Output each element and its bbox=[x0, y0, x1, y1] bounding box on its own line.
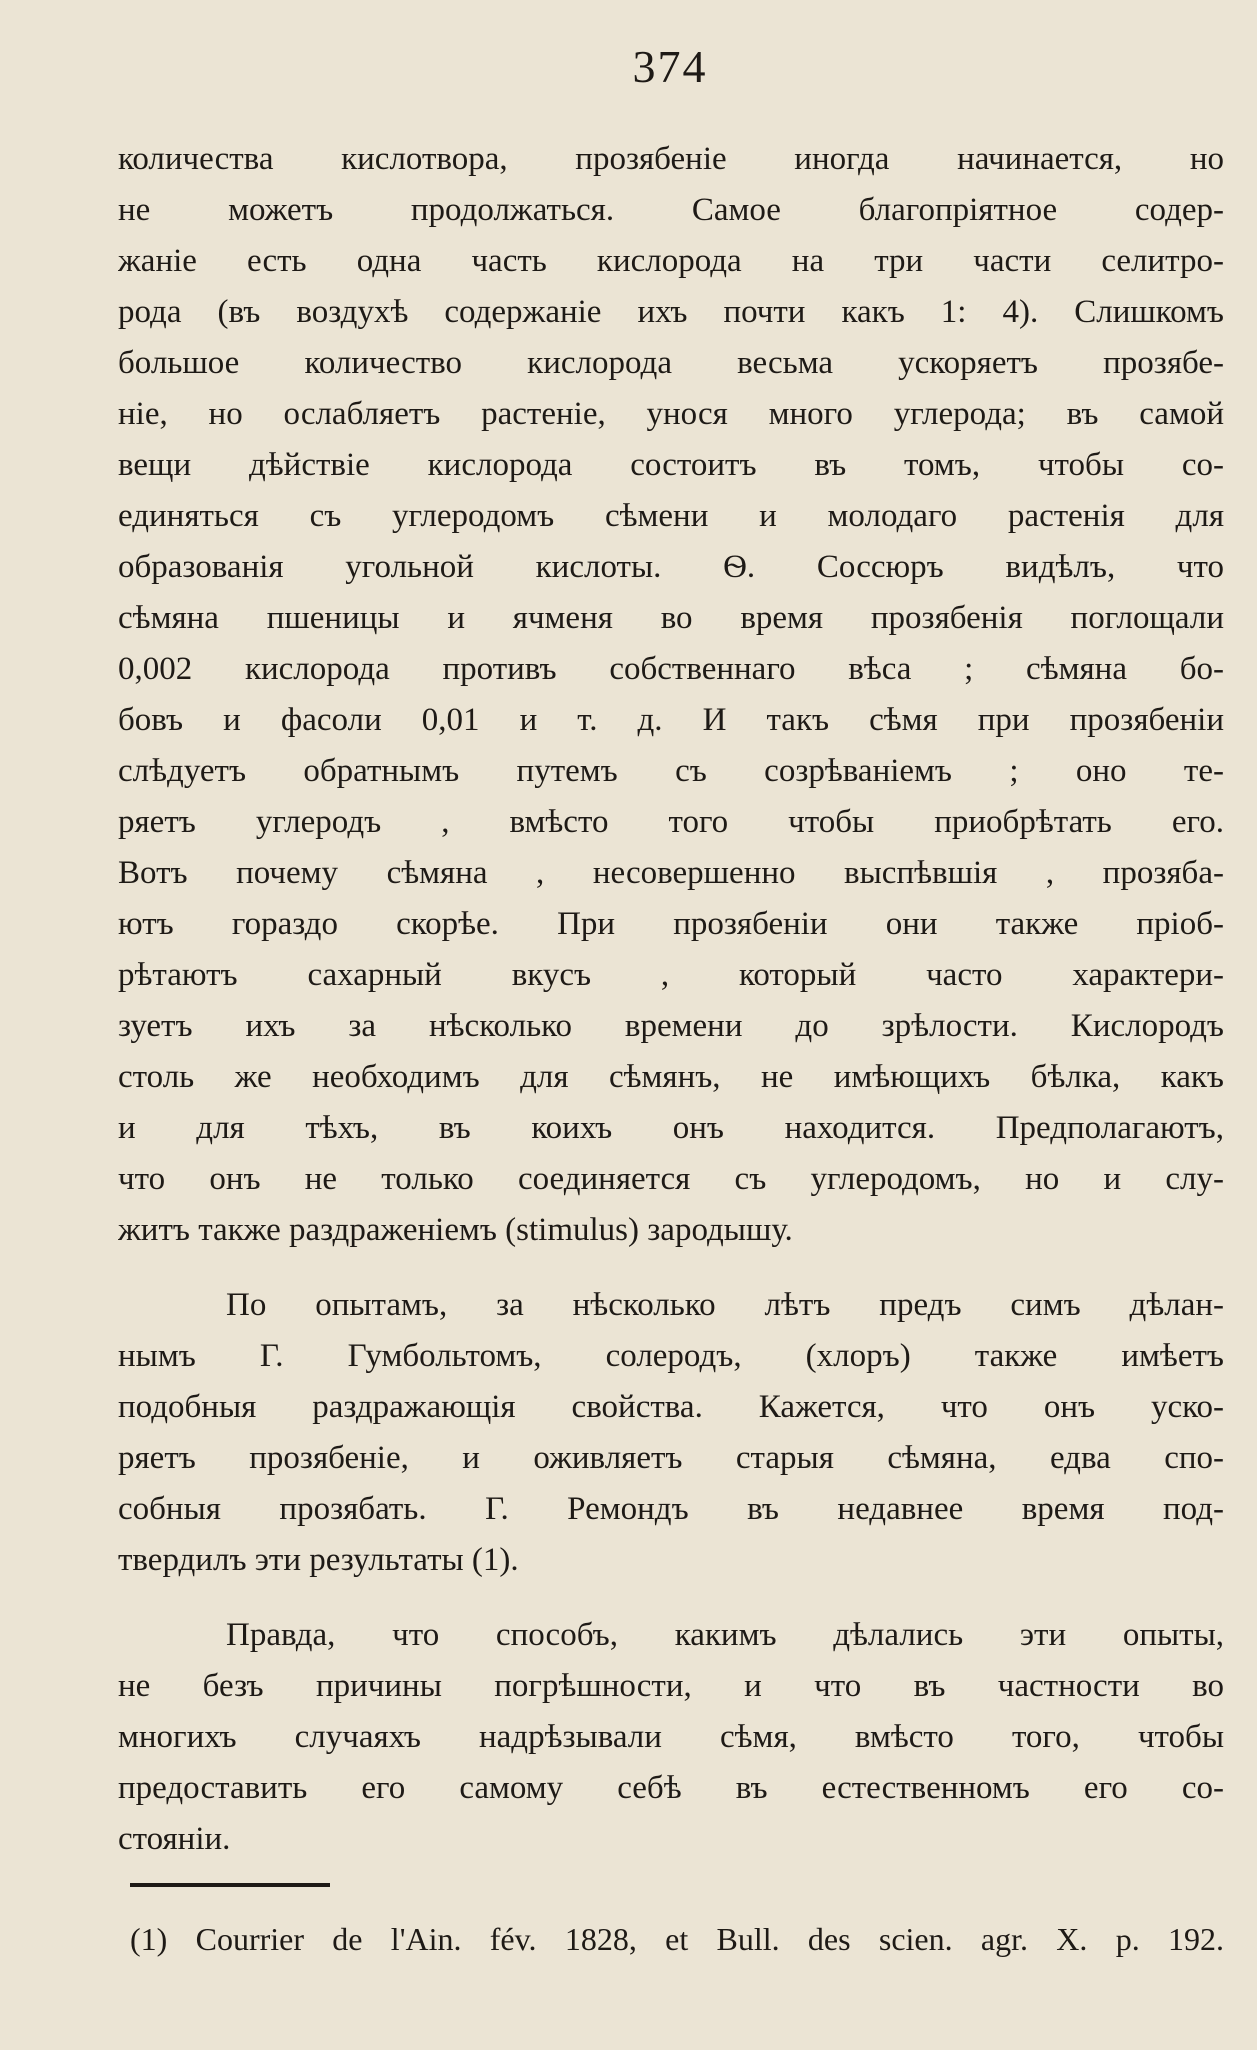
text-line: и для тѣхъ, въ коихъ онъ находится. Предполагаютъ, bbox=[118, 1110, 1224, 1146]
text-line: бовъ и фасоли 0,01 и т. д. И такъ сѣмя при прозябеніи bbox=[118, 702, 1224, 738]
paragraph-2 bbox=[118, 1280, 1224, 1586]
text-line: стояніи. bbox=[118, 1821, 231, 1857]
text-line: зуетъ ихъ за нѣсколько времени до зрѣлости. Кислородъ bbox=[118, 1008, 1224, 1044]
text-line: большое количество кислорода весьма ускоряетъ прозябе- bbox=[118, 345, 1224, 381]
text-line: По опытамъ, за нѣсколько лѣтъ предъ симъ дѣлан- bbox=[226, 1287, 1224, 1323]
text-line: ряетъ прозябеніе, и оживляетъ старыя сѣмяна, едва спо- bbox=[118, 1440, 1224, 1476]
text-line: сѣмяна пшеницы и ячменя во время прозябенія поглощали bbox=[118, 600, 1224, 636]
text-line: жаніе есть одна часть кислорода на три части селитро- bbox=[118, 243, 1224, 279]
paragraph-1 bbox=[118, 134, 1224, 1256]
text-line: рода (въ воздухѣ содержаніе ихъ почти какъ 1: 4). Слишкомъ bbox=[118, 294, 1224, 330]
text-line: единяться съ углеродомъ сѣмени и молодаго растенія для bbox=[118, 498, 1224, 534]
paragraph-3 bbox=[118, 1610, 1224, 1865]
text-line: вещи дѣйствіе кислорода состоитъ въ томъ, чтобы со- bbox=[118, 447, 1224, 483]
text-line: предоставить его самому себѣ въ естественномъ его со- bbox=[118, 1770, 1224, 1806]
text-line: ютъ гораздо скорѣе. При прозябеніи они также пріоб- bbox=[118, 906, 1224, 942]
text-line: ніе, но ослабляетъ растеніе, унося много углерода; въ самой bbox=[118, 396, 1224, 432]
footnote: (1) Courrier de l'Ain. fév. 1828, et Bull. des scien. agr. X. p. 192. bbox=[130, 1921, 1224, 1957]
text-line: собныя прозябать. Г. Ремондъ въ недавнее время под- bbox=[118, 1491, 1224, 1527]
text-line: Вотъ почему сѣмяна , несовершенно выспѣвшія , прозяба- bbox=[118, 855, 1224, 891]
paragraph-spacer bbox=[118, 1256, 1224, 1280]
text-line: что онъ не только соединяется съ углеродомъ, но и слу- bbox=[118, 1161, 1224, 1197]
footnote-rule bbox=[130, 1883, 330, 1887]
text-line: 0,002 кислорода противъ собственнаго вѣса ; сѣмяна бо- bbox=[118, 651, 1224, 687]
text-line: не можетъ продолжаться. Самое благопріятное содер- bbox=[118, 192, 1224, 228]
text-line: подобныя раздражающія свойства. Кажется, что онъ уско- bbox=[118, 1389, 1224, 1425]
text-line: образованія угольной кислоты. Ѳ. Соссюръ видѣлъ, что bbox=[118, 549, 1224, 585]
text-line: твердилъ эти результаты (1). bbox=[118, 1542, 519, 1578]
page-number: 374 bbox=[632, 41, 708, 92]
text-line: количества кислотвора, прозябеніе иногда начинается, но bbox=[118, 141, 1224, 177]
body-text bbox=[118, 134, 1224, 1865]
text-line: рѣтаютъ сахарный вкусъ , который часто характери- bbox=[118, 957, 1224, 993]
text-line: нымъ Г. Гумбольтомъ, солеродъ, (хлоръ) также имѣетъ bbox=[118, 1338, 1224, 1374]
text-line: столь же необходимъ для сѣмянъ, не имѣющихъ бѣлка, какъ bbox=[118, 1059, 1224, 1095]
text-line: Правда, что способъ, какимъ дѣлались эти опыты, bbox=[226, 1617, 1224, 1653]
text-line: многихъ случаяхъ надрѣзывали сѣмя, вмѣсто того, чтобы bbox=[118, 1719, 1224, 1755]
text-line: житъ также раздраженіемъ (stimulus) зародышу. bbox=[118, 1212, 793, 1248]
text-line: слѣдуетъ обратнымъ путемъ съ созрѣваніемъ ; оно те- bbox=[118, 753, 1224, 789]
text-line: не безъ причины погрѣшности, и что въ частности во bbox=[118, 1668, 1224, 1704]
paragraph-spacer bbox=[118, 1586, 1224, 1610]
text-line: ряетъ углеродъ , вмѣсто того чтобы приобрѣтать его. bbox=[118, 804, 1224, 840]
